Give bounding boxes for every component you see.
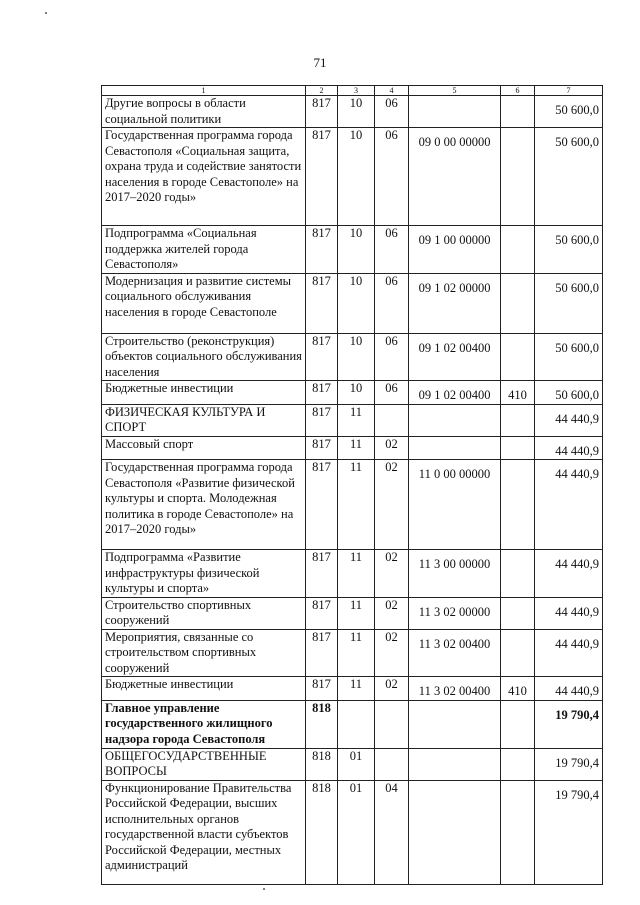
row-pr-cell: 06	[375, 381, 409, 405]
table-row	[102, 404, 603, 436]
row-sum-cell	[535, 404, 603, 436]
row-vr-cell-text: 410	[508, 388, 527, 402]
row-rz-cell: 10	[338, 226, 375, 274]
row-vr-cell	[501, 436, 535, 460]
table-body	[102, 96, 603, 885]
row-sum-cell-text: 44 440,9	[555, 684, 599, 698]
row-gr-cell: 817	[306, 550, 338, 598]
row-csr-cell	[409, 273, 501, 333]
row-sum-cell-text: 19 790,4	[555, 787, 599, 802]
row-csr-cell	[409, 748, 501, 780]
row-csr-cell	[409, 404, 501, 436]
table-row	[102, 550, 603, 598]
scan-speck	[45, 12, 47, 14]
table-row	[102, 128, 603, 226]
row-csr-cell	[409, 550, 501, 598]
row-pr-cell: 04	[375, 780, 409, 884]
column-number-header: 2	[306, 86, 338, 96]
row-sum-cell	[535, 436, 603, 460]
column-number-header: 6	[501, 86, 535, 96]
row-vr-cell	[501, 629, 535, 677]
column-number-header: 3	[338, 86, 375, 96]
column-number-header: 7	[535, 86, 603, 96]
row-csr-cell	[409, 677, 501, 701]
row-csr-cell-text: 09 1 02 00400	[418, 340, 491, 355]
table-row	[102, 381, 603, 405]
row-rz-cell: 10	[338, 273, 375, 333]
row-sum-cell	[535, 597, 603, 629]
row-pr-cell	[375, 700, 409, 748]
row-csr-cell-text: 11 3 02 00400	[418, 636, 491, 651]
row-sum-cell	[535, 381, 603, 405]
row-name-cell: Подпрограмма «Развитие инфраструктуры физической культуры и спорта»	[102, 550, 306, 598]
table-row	[102, 677, 603, 701]
row-sum-cell	[535, 700, 603, 748]
row-pr-cell	[375, 404, 409, 436]
row-pr-cell: 02	[375, 460, 409, 550]
row-vr-cell	[501, 780, 535, 884]
table-row	[102, 597, 603, 629]
row-sum-cell-text: 50 600,0	[555, 280, 599, 295]
row-vr-cell	[501, 597, 535, 629]
row-sum-cell	[535, 550, 603, 598]
row-csr-cell-text: 11 3 02 00000	[418, 604, 491, 619]
row-gr-cell: 817	[306, 128, 338, 226]
row-sum-cell	[535, 333, 603, 381]
row-csr-cell	[409, 96, 501, 128]
row-name-cell: Бюджетные инвестиции	[102, 677, 306, 701]
row-vr-cell	[501, 333, 535, 381]
row-vr-cell	[501, 381, 535, 405]
table-row	[102, 748, 603, 780]
row-rz-cell: 01	[338, 748, 375, 780]
row-gr-cell: 818	[306, 700, 338, 748]
row-csr-cell	[409, 700, 501, 748]
row-sum-cell	[535, 96, 603, 128]
row-rz-cell: 10	[338, 333, 375, 381]
column-numbers-row	[102, 86, 603, 96]
table-row	[102, 226, 603, 274]
row-csr-cell-text: 09 0 00 00000	[418, 135, 491, 149]
row-csr-cell	[409, 436, 501, 460]
row-csr-cell-text: 11 0 00 00000	[418, 467, 491, 481]
table-row	[102, 436, 603, 460]
row-sum-cell-text: 44 440,9	[555, 636, 599, 651]
row-sum-cell	[535, 677, 603, 701]
row-csr-cell	[409, 460, 501, 550]
row-sum-cell-text: 44 440,9	[555, 557, 599, 571]
row-name-cell: Бюджетные инвестиции	[102, 381, 306, 405]
row-name-cell: Строительство спортивных сооружений	[102, 597, 306, 629]
column-number-header: 1	[102, 86, 306, 96]
table-row	[102, 96, 603, 128]
row-gr-cell: 817	[306, 381, 338, 405]
row-name-cell: ОБЩЕГОСУДАРСТВЕННЫЕ ВОПРОСЫ	[102, 748, 306, 780]
row-sum-cell-text: 19 790,4	[555, 755, 599, 770]
row-vr-cell	[501, 128, 535, 226]
row-vr-cell	[501, 273, 535, 333]
row-rz-cell: 01	[338, 780, 375, 884]
row-name-cell: Функционирование Правительства Российской Федерации, высших исполнительных органов государственной власти субъектов Российской Федерации, местных администраций	[102, 780, 306, 884]
budget-table	[101, 85, 603, 885]
row-csr-cell	[409, 333, 501, 381]
row-pr-cell: 06	[375, 273, 409, 333]
row-rz-cell: 11	[338, 629, 375, 677]
row-rz-cell: 11	[338, 597, 375, 629]
column-number-header: 5	[409, 86, 501, 96]
row-vr-cell	[501, 96, 535, 128]
table-row	[102, 700, 603, 748]
row-gr-cell: 817	[306, 460, 338, 550]
row-sum-cell-text: 50 600,0	[555, 135, 599, 149]
row-name-cell: ФИЗИЧЕСКАЯ КУЛЬТУРА И СПОРТ	[102, 404, 306, 436]
page-number: 71	[313, 55, 327, 70]
row-sum-cell-text: 44 440,9	[555, 604, 599, 619]
row-vr-cell	[501, 460, 535, 550]
row-pr-cell: 02	[375, 436, 409, 460]
row-gr-cell: 817	[306, 404, 338, 436]
row-pr-cell: 02	[375, 597, 409, 629]
row-gr-cell: 817	[306, 226, 338, 274]
row-rz-cell: 10	[338, 128, 375, 226]
row-rz-cell: 10	[338, 96, 375, 128]
table-row	[102, 333, 603, 381]
row-gr-cell: 817	[306, 629, 338, 677]
row-gr-cell: 817	[306, 597, 338, 629]
row-pr-cell: 06	[375, 333, 409, 381]
row-gr-cell: 817	[306, 436, 338, 460]
row-csr-cell-text: 09 1 02 00400	[418, 388, 491, 402]
row-vr-cell	[501, 700, 535, 748]
row-sum-cell	[535, 226, 603, 274]
row-name-cell: Массовый спорт	[102, 436, 306, 460]
table-row	[102, 460, 603, 550]
row-rz-cell: 11	[338, 677, 375, 701]
row-pr-cell: 06	[375, 128, 409, 226]
row-pr-cell: 02	[375, 550, 409, 598]
row-vr-cell	[501, 748, 535, 780]
row-pr-cell: 02	[375, 629, 409, 677]
row-gr-cell: 817	[306, 273, 338, 333]
row-vr-cell	[501, 404, 535, 436]
row-sum-cell-text: 50 600,0	[555, 233, 599, 247]
row-csr-cell-text: 09 1 00 00000	[418, 233, 491, 247]
row-sum-cell-text: 50 600,0	[555, 388, 599, 402]
row-name-cell: Государственная программа города Севастополя «Социальная защита, охрана труда и содействие занятости населения в городе Севастополе» на 2017–2020 годы»	[102, 128, 306, 226]
row-rz-cell	[338, 700, 375, 748]
row-name-cell: Модернизация и развитие системы социального обслуживания населения в городе Севастополе	[102, 273, 306, 333]
row-sum-cell	[535, 128, 603, 226]
row-name-cell: Мероприятия, связанные со строительством спортивных сооружений	[102, 629, 306, 677]
row-sum-cell-text: 44 440,9	[555, 443, 599, 458]
row-vr-cell	[501, 226, 535, 274]
row-pr-cell: 02	[375, 677, 409, 701]
row-sum-cell-text: 19 790,4	[555, 707, 599, 722]
row-vr-cell	[501, 677, 535, 701]
row-csr-cell-text: 11 3 00 00000	[418, 557, 491, 571]
row-sum-cell	[535, 273, 603, 333]
row-csr-cell	[409, 629, 501, 677]
table-row	[102, 629, 603, 677]
column-number-header: 4	[375, 86, 409, 96]
row-sum-cell-text: 50 600,0	[555, 103, 599, 117]
row-gr-cell: 817	[306, 96, 338, 128]
row-pr-cell: 06	[375, 226, 409, 274]
row-rz-cell: 10	[338, 381, 375, 405]
row-csr-cell	[409, 780, 501, 884]
row-rz-cell: 11	[338, 550, 375, 598]
row-sum-cell-text: 44 440,9	[555, 467, 599, 481]
table-row	[102, 273, 603, 333]
row-csr-cell	[409, 128, 501, 226]
row-gr-cell: 817	[306, 333, 338, 381]
row-name-cell: Главное управление государственного жилищного надзора города Севастополя	[102, 700, 306, 748]
row-vr-cell	[501, 550, 535, 598]
table-row	[102, 780, 603, 884]
row-csr-cell	[409, 597, 501, 629]
row-gr-cell: 818	[306, 748, 338, 780]
row-gr-cell: 818	[306, 780, 338, 884]
row-rz-cell: 11	[338, 460, 375, 550]
row-name-cell: Государственная программа города Севастополя «Развитие физической культуры и спорта. Молодежная политика в городе Севастополе» на 2017–2020 годы»	[102, 460, 306, 550]
row-name-cell: Подпрограмма «Социальная поддержка жителей города Севастополя»	[102, 226, 306, 274]
row-csr-cell	[409, 381, 501, 405]
row-csr-cell-text: 09 1 02 00000	[418, 280, 491, 295]
row-sum-cell	[535, 780, 603, 884]
row-vr-cell-text: 410	[508, 684, 527, 698]
row-pr-cell: 06	[375, 96, 409, 128]
row-csr-cell-text: 11 3 02 00400	[418, 684, 491, 698]
row-sum-cell-text: 44 440,9	[555, 411, 599, 426]
row-pr-cell	[375, 748, 409, 780]
row-sum-cell-text: 50 600,0	[555, 340, 599, 355]
row-csr-cell	[409, 226, 501, 274]
row-rz-cell: 11	[338, 436, 375, 460]
row-sum-cell	[535, 748, 603, 780]
row-gr-cell: 817	[306, 677, 338, 701]
scan-speck	[263, 888, 265, 890]
row-sum-cell	[535, 629, 603, 677]
row-sum-cell	[535, 460, 603, 550]
row-name-cell: Строительство (реконструкция) объектов социального обслуживания населения	[102, 333, 306, 381]
row-name-cell: Другие вопросы в области социальной политики	[102, 96, 306, 128]
row-rz-cell: 11	[338, 404, 375, 436]
